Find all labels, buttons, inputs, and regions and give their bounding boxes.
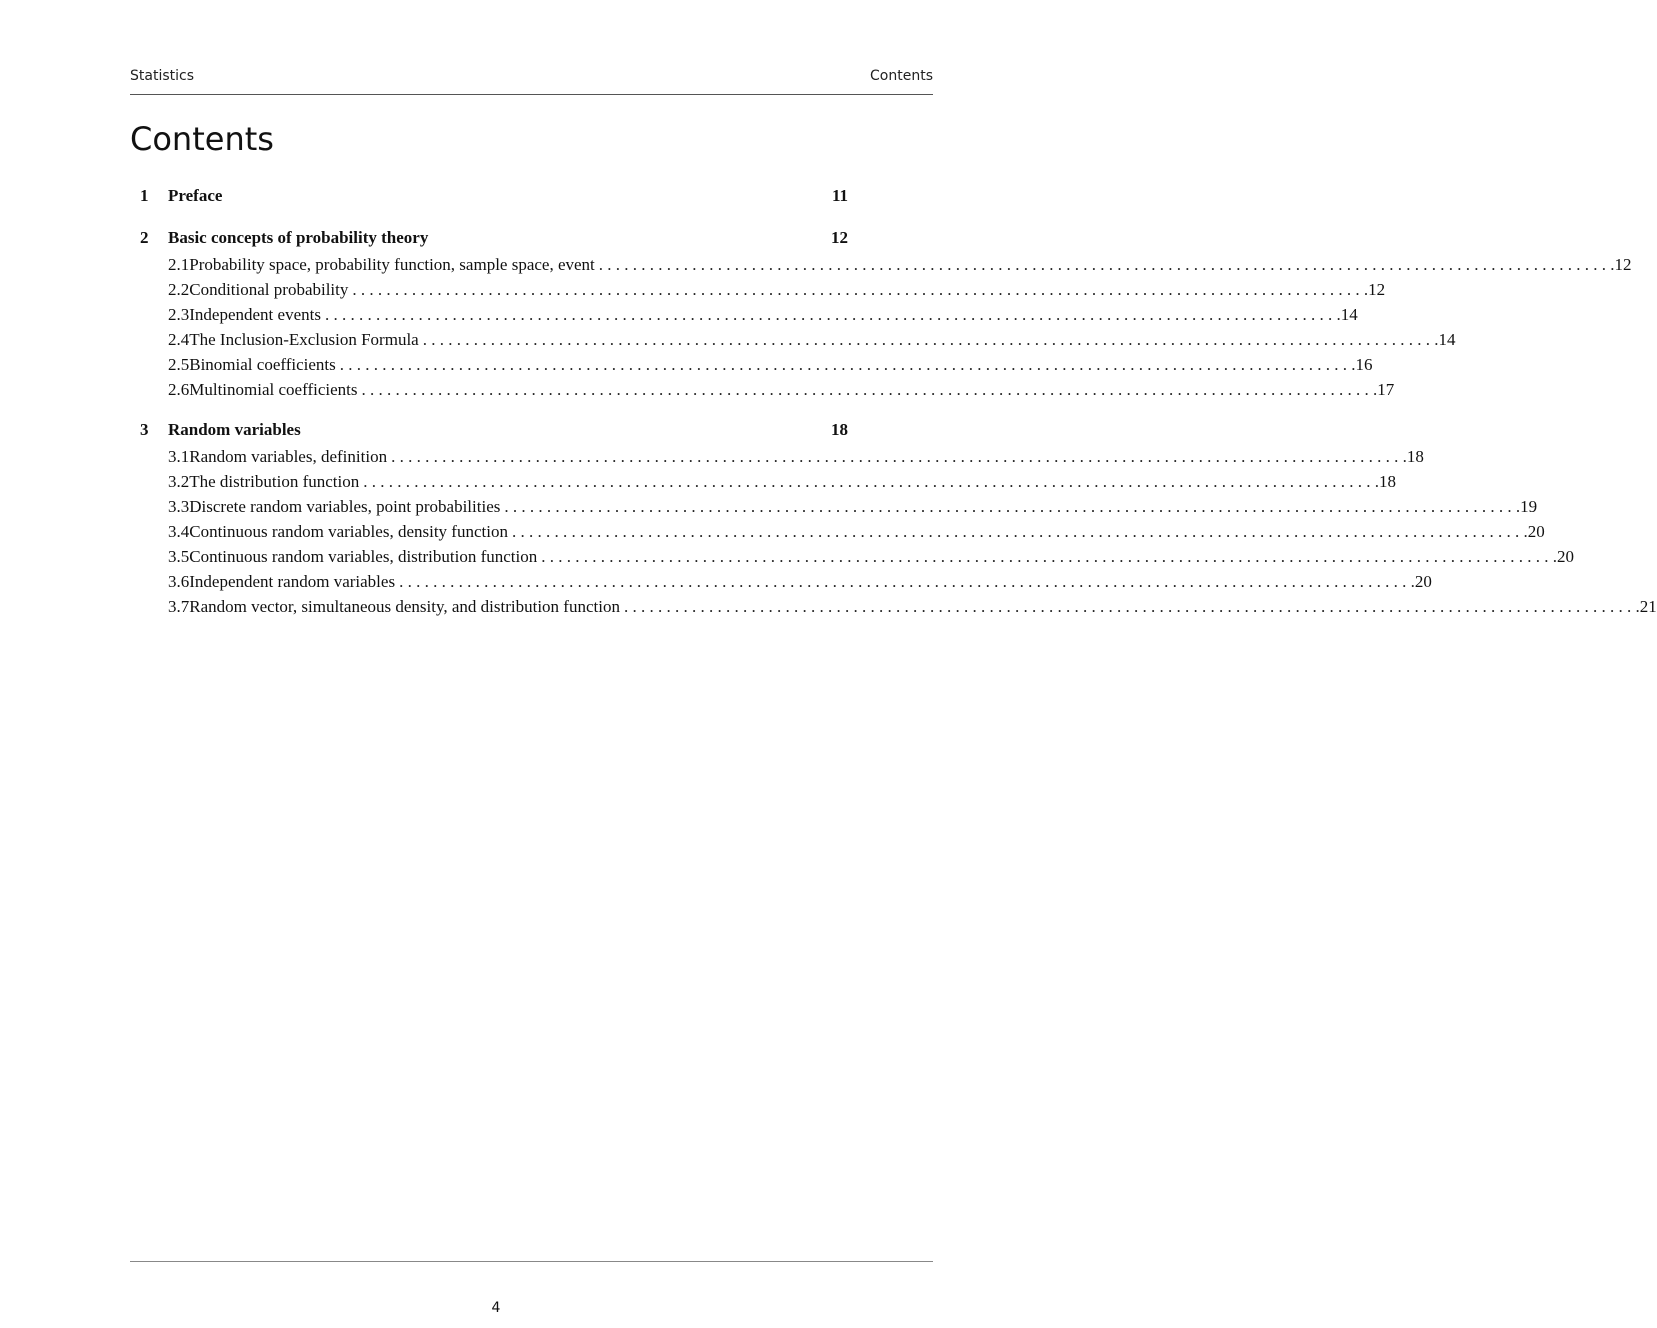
toc-chapter-number: 2 [140, 228, 149, 247]
toc-section-title: Random vector, simultaneous density, and distribution function [189, 597, 620, 616]
dot-leader: . . . . . . . . . . . . . . . . . . . . . . . . . . . . . . . . . . . . . . . . . . . . . . . . . . . . . . . . . . . . . . . . . . . . . . . . . . . . . . . . . . . . . . . . . . . . . . . . . . . . . . . . . . . . . . . . . . . . . . . . [339, 355, 1356, 374]
toc-section-number: 3.3 [168, 497, 190, 516]
toc-section-title: Continuous random variables, density function [189, 522, 508, 541]
toc-chapter-title: Random variables [168, 420, 301, 439]
dot-leader: . . . . . . . . . . . . . . . . . . . . . . . . . . . . . . . . . . . . . . . . . . . . . . . . . . . . . . . . . . . . . . . . . . . . . . . . . . . . . . . . . . . . . . . . . . . . . . . . . . . . . . . . . . . . . . . . . . . . . . . . [504, 497, 1521, 516]
toc-section-number: 3.5 [168, 547, 190, 566]
toc-section-page: 18 [1378, 472, 1396, 491]
toc-section-number: 3.7 [168, 597, 190, 616]
toc-chapter [140, 186, 848, 213]
toc-chapter-title: Basic concepts of probability theory [168, 228, 429, 247]
toc-section-number: 3.1 [168, 447, 190, 466]
toc-chapter-page: 11 [831, 186, 848, 205]
toc-section-number: 2.2 [168, 280, 190, 299]
toc-section-number: 2.4 [168, 330, 190, 349]
page-title: Contents [130, 120, 274, 158]
toc-section-number: 2.3 [168, 305, 190, 324]
dot-leader: . . . . . . . . . . . . . . . . . . . . . . . . . . . . . . . . . . . . . . . . . . . . . . . . . . . . . . . . . . . . . . . . . . . . . . . . . . . . . . . . . . . . . . . . . . . . . . . . . . . . . . . . . . . . . . . . . . . . . . . . [541, 547, 1557, 566]
dot-leader: . . . . . . . . . . . . . . . . . . . . . . . . . . . . . . . . . . . . . . . . . . . . . . . . . . . . . . . . . . . . . . . . . . . . . . . . . . . . . . . . . . . . . . . . . . . . . . . . . . . . . . . . . . . . . . . . . . . . . . . . [363, 472, 1379, 491]
toc-section-page: 20 [1527, 522, 1545, 541]
running-header [130, 68, 933, 95]
toc-section-number: 3.2 [168, 472, 190, 491]
toc-chapter-number: 1 [140, 186, 149, 205]
dot-leader: . . . . . . . . . . . . . . . . . . . . . . . . . . . . . . . . . . . . . . . . . . . . . . . . . . . . . . . . . . . . . . . . . . . . . . . . . . . . . . . . . . . . . . . . . . . . . . . . . . . . . . . . . . . . . . . . . . . . . . . . [623, 597, 1640, 616]
toc-section-title: Independent events [189, 305, 321, 324]
toc-section-entry[interactable] [140, 472, 1396, 497]
toc-chapter-page: 12 [831, 228, 848, 247]
toc-section-entry[interactable] [140, 355, 1373, 380]
toc-section-entry[interactable] [140, 305, 1358, 330]
toc-section-title: The distribution function [189, 472, 360, 491]
toc-section-entry[interactable] [140, 572, 1432, 597]
footer-divider [130, 1261, 933, 1262]
dot-leader: . . . . . . . . . . . . . . . . . . . . . . . . . . . . . . . . . . . . . . . . . . . . . . . . . . . . . . . . . . . . . . . . . . . . . . . . . . . . . . . . . . . . . . . . . . . . . . . . . . . . . . . . . . . . . . . . . . . . . . . . [511, 522, 1528, 541]
toc-section-entry[interactable] [140, 280, 1386, 305]
toc-section-entry[interactable] [140, 255, 1632, 280]
toc-section-entry[interactable] [140, 497, 1538, 522]
toc-section-number: 2.5 [168, 355, 190, 374]
toc-section-number: 3.4 [168, 522, 190, 541]
toc-section-page: 20 [1414, 572, 1432, 591]
table-of-contents [140, 186, 1657, 637]
dot-leader: . . . . . . . . . . . . . . . . . . . . . . . . . . . . . . . . . . . . . . . . . . . . . . . . . . . . . . . . . . . . . . . . . . . . . . . . . . . . . . . . . . . . . . . . . . . . . . . . . . . . . . . . . . . . . . . . . . . . . . . . [422, 330, 1439, 349]
dot-leader: . . . . . . . . . . . . . . . . . . . . . . . . . . . . . . . . . . . . . . . . . . . . . . . . . . . . . . . . . . . . . . . . . . . . . . . . . . . . . . . . . . . . . . . . . . . . . . . . . . . . . . . . . . . . . . . . . . . . . . . . [598, 255, 1615, 274]
toc-section-page: 12 [1614, 255, 1632, 274]
toc-chapter [140, 228, 1632, 405]
dot-leader: . . . . . . . . . . . . . . . . . . . . . . . . . . . . . . . . . . . . . . . . . . . . . . . . . . . . . . . . . . . . . . . . . . . . . . . . . . . . . . . . . . . . . . . . . . . . . . . . . . . . . . . . . . . . . . . . . . . . . . . . [352, 280, 1369, 299]
toc-section-title: Conditional probability [189, 280, 349, 299]
toc-section-page: 12 [1368, 280, 1386, 299]
toc-section-title: Multinomial coefficients [189, 380, 358, 399]
toc-section-title: Binomial coefficients [189, 355, 336, 374]
dot-leader: . . . . . . . . . . . . . . . . . . . . . . . . . . . . . . . . . . . . . . . . . . . . . . . . . . . . . . . . . . . . . . . . . . . . . . . . . . . . . . . . . . . . . . . . . . . . . . . . . . . . . . . . . . . . . . . . . . . . . . . . [399, 572, 1415, 591]
toc-section-title: Independent random variables [189, 572, 396, 591]
header-section-title: Contents [870, 68, 933, 84]
toc-section-title: Probability space, probability function, sample space, event [189, 255, 595, 274]
toc-section-entry[interactable] [140, 522, 1545, 547]
toc-section-number: 2.6 [168, 380, 190, 399]
toc-section-page: 21 [1639, 597, 1657, 616]
toc-section-page: 17 [1377, 380, 1395, 399]
toc-section-page: 16 [1355, 355, 1373, 374]
toc-section-entry[interactable] [140, 547, 1574, 572]
dot-leader: . . . . . . . . . . . . . . . . . . . . . . . . . . . . . . . . . . . . . . . . . . . . . . . . . . . . . . . . . . . . . . . . . . . . . . . . . . . . . . . . . . . . . . . . . . . . . . . . . . . . . . . . . . . . . . . . . . . . . . . . [361, 380, 1378, 399]
toc-chapter-entry[interactable] [140, 228, 848, 255]
toc-section-title: Random variables, definition [189, 447, 388, 466]
toc-chapter-page: 18 [831, 420, 848, 439]
toc-section-entry[interactable] [140, 380, 1395, 405]
toc-section-page: 19 [1520, 497, 1538, 516]
toc-section-entry[interactable] [140, 597, 1657, 622]
toc-chapter-number: 3 [140, 420, 149, 439]
toc-section-page: 20 [1557, 547, 1574, 566]
dot-leader: . . . . . . . . . . . . . . . . . . . . . . . . . . . . . . . . . . . . . . . . . . . . . . . . . . . . . . . . . . . . . . . . . . . . . . . . . . . . . . . . . . . . . . . . . . . . . . . . . . . . . . . . . . . . . . . . . . . . . . . . [324, 305, 1341, 324]
toc-section-entry[interactable] [140, 447, 1424, 472]
toc-chapter-title: Preface [168, 186, 223, 205]
toc-section-page: 18 [1406, 447, 1424, 466]
toc-section-number: 3.6 [168, 572, 190, 591]
toc-section-page: 14 [1340, 305, 1358, 324]
toc-chapter-entry[interactable] [140, 186, 848, 213]
toc-section-title: Discrete random variables, point probabilities [189, 497, 501, 516]
toc-section-title: The Inclusion-Exclusion Formula [189, 330, 419, 349]
toc-section-page: 14 [1438, 330, 1456, 349]
page-number: 4 [491, 1300, 501, 1316]
toc-section-title: Continuous random variables, distribution function [189, 547, 538, 566]
toc-chapter [140, 420, 1657, 622]
toc-section-entry[interactable] [140, 330, 1456, 355]
dot-leader: . . . . . . . . . . . . . . . . . . . . . . . . . . . . . . . . . . . . . . . . . . . . . . . . . . . . . . . . . . . . . . . . . . . . . . . . . . . . . . . . . . . . . . . . . . . . . . . . . . . . . . . . . . . . . . . . . . . . . . . . [391, 447, 1407, 466]
toc-section-number: 2.1 [168, 255, 190, 274]
toc-chapter-entry[interactable] [140, 420, 848, 447]
header-book-title: Statistics [130, 68, 194, 84]
